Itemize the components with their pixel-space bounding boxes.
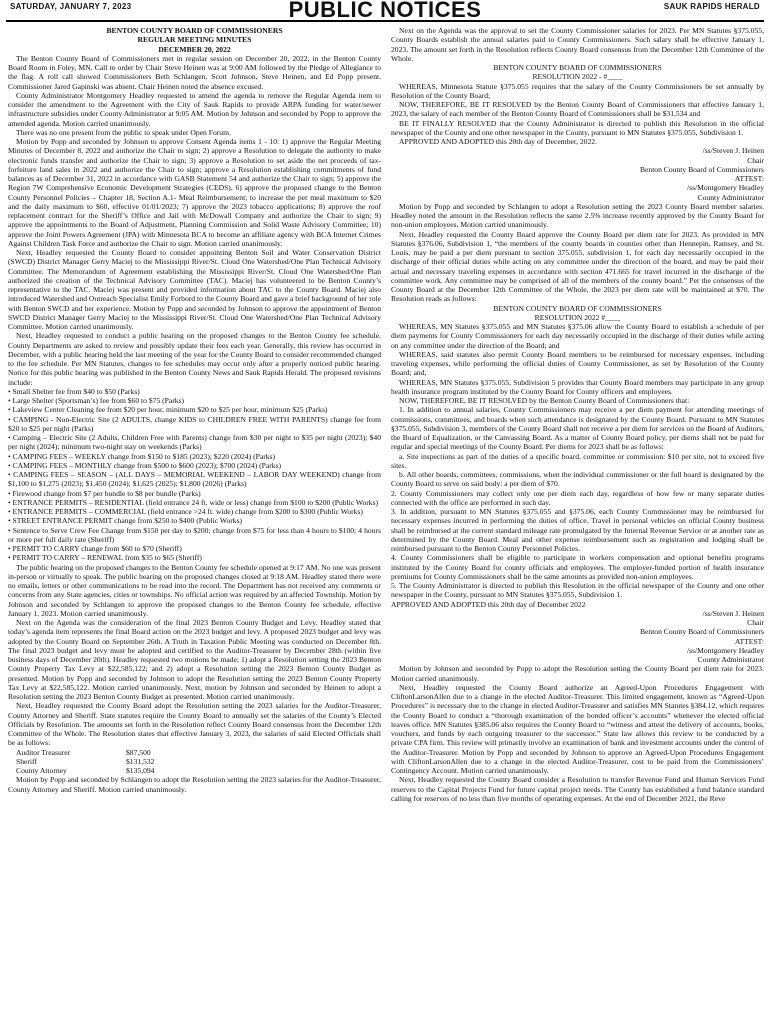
paragraph: APPROVED AND ADOPTED this 20th day of December 2022 — [391, 599, 586, 609]
signature-title: Chair — [747, 618, 764, 627]
paragraph: a. Site inspections as part of the duties of a specific board, committee or commission: $10 per site, not to exceed five sites. — [391, 451, 764, 470]
resolution-heading: BENTON COUNTY BOARD OF COMMISSIONERS — [493, 303, 662, 313]
attest-label: ATTEST: — [734, 636, 764, 646]
fee-item: • CAMPING FEES – WEEKLY change from $150 to $185 (2023); $220 (2024) (Parks) — [8, 451, 276, 461]
fee-item: • PERMIT TO CARRY change from $60 to $70 (Sheriff) — [8, 544, 182, 553]
paragraph: APPROVED AND ADOPTED this 20th day of December, 2022. — [399, 137, 597, 146]
fee-item: • Camping – Electric Site (2 Adults, Children Free with Parents) change from $30 per night to $35 per night (2023); $40 per night (2024); minimum two-night stay on weekends (Parks) — [8, 433, 381, 452]
signature-org: Benton County Board of Commissioners — [639, 164, 764, 174]
salary-title: Auditor Treasurer — [16, 747, 71, 757]
minutes-heading: BENTON COUNTY BOARD OF COMMISSIONERS — [106, 26, 283, 35]
signature-name: /ss/Montgomery Headley — [687, 645, 764, 655]
paragraph: Next on the Agenda was the approval to set the County Commissioner salaries for 2023. Per MN Statutes §375.055, County Boards establish the annual salaries paid to County Commissioners. Such salary shall be effective January 1, 2023. The amount set forth in the Resolution reflects County Board consensus from the December 12th Committee of the Whole. — [391, 26, 764, 63]
salary-title: County Attorney — [16, 766, 67, 775]
paragraph: Next, Headley requested to conduct a public hearing on the proposed changes to the Benton County fee schedule. County Departments are asked to review and possibly update their fees each year. Generally, this review has occurred in December, with a public hearing held the last meeting of the year for the County Board to consider recommended changed to the fee schedule. Per MN Statutes, changes to fee schedules may occur only after a properly noticed public hearing. Notice for this public hearing was published in the Benton County News and Sauk Rapids Herald. The proposed revisions include: — [8, 331, 381, 387]
salary-amount: $131,532 — [126, 756, 155, 766]
paragraph: 4. County Commissioners shall be eligible to participate in workers compensation and optional benefits programs instituted by the County Board for county officials and employees. The employer-funded portion of health insurance premiums for County Commissioners shall be the same amounts as provided non-union employees. — [391, 553, 764, 581]
salary-title: Sheriff — [16, 756, 37, 766]
salary-amount: $135,094 — [126, 766, 155, 775]
resolution-heading: BENTON COUNTY BOARD OF COMMISSIONERS — [493, 63, 662, 72]
left-column — [8, 26, 381, 1022]
signature-title: County Administrator — [697, 655, 764, 664]
paragraph: The Benton County Board of Commissioners met in regular session on December 20, 2022, in the Benton County Board Room in Foley, MN. Call to order by Chair Steve Heinen was at 9:00 AM followed by the Pledge of Allegiance to the flag. A roll call showed Commissioners Beth Schlangen, Scott Johnson, Steve Heinen, and Ed Popp present. Commissioner Jared Gapinski was absent. Chair Heinen noted the absence excused. — [8, 53, 381, 91]
fee-item: • Sentence to Serve Crew Fee Change from $150 per day to $200; change from $75 for less than 4 hours to $100; 4 hours or more per full daily rate (Sheriff) — [8, 525, 381, 544]
right-column — [391, 26, 764, 1022]
paragraph: BE IT FINALLY RESOLVED that the County Administrator is directed to publish this Resolution in the official newspaper of the County and one other newspaper in the County, pursuant to MN Statutes §375.055, Subdivision 1. — [391, 118, 764, 137]
signature-name: /ss/Steven J. Heinen — [702, 146, 764, 156]
paragraph: Motion by Popp and seconded by Schlangen to adopt the Resolution setting the 2023 salaries for the Auditor-Treasurer, County Attorney and Sheriff. Motion carried unanimously. — [8, 775, 381, 794]
paragraph: Motion by Johnson and seconded by Popp to adopt the Resolution setting the County Board per diem rate for 2023. Motion carried unanimously. — [391, 664, 764, 683]
resolution-number: RESOLUTION 2022 - #____ — [532, 72, 623, 82]
signature-name: /ss/Montgomery Headley — [687, 183, 764, 193]
newspaper-name: SAUK RAPIDS HERALD — [663, 2, 760, 11]
paragraph: Motion by Popp and seconded by Schlangen to adopt a Resolution setting the 2023 County Board member salaries. Headley noted the amount in the Resolution reflects the same 2.5% increase recently approved by the County Board for non-union employees. Motion carried unanimously. — [391, 201, 764, 230]
section-title: PUBLIC NOTICES — [288, 0, 482, 22]
paragraph: NOW, THEREFORE, BE IT RESOLVED by the Benton County Board of Commissioners that: — [399, 396, 690, 405]
fee-item: • STREET ENTRANCE PERMIT change from $250 to $400 (Public Works) — [8, 516, 243, 526]
paragraph: NOW, THEREFORE, BE IT RESOLVED by the Benton County Board of Commissioners that effective January 1, 2023, the salary of each member of the Benton County Board of Commissioners shall be $31,534 and — [391, 100, 764, 119]
attest-label: ATTEST: — [734, 174, 764, 183]
paragraph: Next, Headley requested the County Board approve the County Board per diem rate for 2023. As provided in MN Statutes §376.06, Subdivision 1, “the members of the county boards in counties other than Hennepin, Ramsey, and St. Louis, may be paid a per diem pursuant to section 375.055, subdivision 1, for each day necessarily occupied in the discharge of their official duties while acting on any committee under the direction of the board, and may be paid their actual and necessary traveling expenses in accordance with section 471.665 for travel incurred in the discharge of the committee work. Any committee may be comprised of all of the members of the county board.” Per the consensus of the County Board at the December 12th Committee of the Whole, the 2023 per diem rate will be maintained at $70. The Resolution reads as follows: — [391, 229, 764, 304]
paragraph: Next on the Agenda was the consideration of the final 2023 Benton County Budget and Levy. Headley stated that today’s agenda item represents the final Board action on the 2023 budget and levy. A proposed 2023 budget and levy was adopted by the County Board on September 26th. A Truth in Taxation Public Meeting was conducted on December 8th. The final 2023 budget and levy must be adopted and certified to the Auditor-Treasurer by December 28th (within five business days of December 20th). Headley requested two motions be made; 1) adopt a Resolution setting the 2023 Benton County Property Tax Levy at $22,585,122; and 2) adopt a Resolution setting the 2023 Benton County Budget as presented. Motion by Popp and seconded by Johnson to adopt the Resolution setting the 2023 Benton County Property Tax Levy at $22,585,122. Motion carried unanimously. Next, motion by Johnson and seconded by Heinen to adopt a Resolution setting the 2023 Benton County Budget as presented. Motion carried unanimously. — [8, 618, 381, 701]
salary-row — [8, 766, 381, 775]
fee-item: • Small Shelter fee from $40 to $50 (Parks) — [8, 386, 140, 396]
fee-item: • CAMPING FEES – MONTHLY change from $500 to $600 (2023); $700 (2024) (Parks) — [8, 460, 282, 470]
signature-org: Benton County Board of Commissioners — [639, 627, 764, 637]
issue-date: SATURDAY, JANUARY 7, 2023 — [10, 2, 132, 11]
paragraph: 5. The County Administrator is directed to publish this Resolution in the official newspaper of the County and one other newspaper in the County, pursuant to MN Statutes §375.055, Subdivision 1. — [391, 581, 764, 600]
salary-row — [8, 748, 381, 757]
fee-item: • Large Shelter (Sportsman’s) fee from $60 to $75 (Parks) — [8, 396, 185, 405]
paragraph: WHEREAS, Minnesota Statute §375.055 requires that the salary of the County Commissioners be set annually by Resolution of the County Board; — [391, 81, 764, 100]
paragraph: The public hearing on the proposed changes to the Benton County fee schedule opened at 9:17 AM. No one was present in-person or virtually to speak. The public hearing on the proposed changes closed at 9:18 AM. Headley stated there were no emails, letters or other communications to be read into the record. The Department has not received any comments or concerns from any State agencies, cities or townships. No official action was required by an affected Township. Motion by Johnson and seconded by Schlangen to approve the proposed changes to the Benton County fee schedule, effective January 1, 2023. Motion carried unanimously. — [8, 562, 381, 618]
signature-name: /ss/Steven J. Heinen — [702, 608, 764, 618]
salary-amount: $87,500 — [126, 747, 151, 757]
fee-item: • Firewood change from $7 per bundle to $8 per bundle (Parks) — [8, 488, 201, 498]
fee-item: • PERMIT TO CARRY – RENEWAL from $35 to $65 (Sheriff) — [8, 553, 202, 563]
paragraph: Next, Headley requested the County Board adopt the Resolution setting the 2023 salaries for the Auditor-Treasurer, County Attorney and Sheriff. State statutes require the County Board to annually set the salaries of the County’s Elected Officials by Resolution. The amounts set forth in the Resolution reflect County Board consensus from the December 12th Committee of the Whole. The Resolution states that effective January 3, 2023, the salaries of said Elected Officials shall be as follows: — [8, 701, 381, 748]
paragraph: b. All other boards, committees, commissions, when the individual commissioner or the full board is designated by the County Board to serve on said body: a per diem of $70. — [391, 470, 764, 489]
paragraph: Next, Headley requested the County Board consider a Resolution to transfer Revenue Fund and Human Services Fund reserves to the Capital Projects Fund for future capital project needs. The County has established a fund balance standard calling for reserves of no less than five months of operating expenses. At the end of December 2021, the Reve — [391, 775, 764, 803]
fee-item: • CAMPING - Non-Electric Site (2 ADULTS, change KIDS to CHILDREN FREE WITH PARENTS) change fee from $20 to $25 per night (Parks) — [8, 414, 381, 433]
fee-item: • Lakeview Center Cleaning fee from $20 per hour, minimum $20 to $25 per hour, minimum $25 (Parks) — [8, 405, 328, 415]
paragraph: 2. County Commissioners may collect only one per diem each day, regardless of how few or many separate duties connected with the office are performed in such day. — [391, 488, 764, 507]
fee-item: • CAMPING FEES – SEASON – (ALL DAYS – MEMORIAL WEEKEND – LABOR DAY WEEKEND) change from $1,100 to $1,275 (2023); $1,450 (2024); $1,625 (2025); $1,800 (2026) (Parks) — [8, 470, 381, 489]
paragraph: 3. In addition, pursuant to MN Statutes §375.055 and §375.06, each County Commissioner may be reimbursed for necessary expenses incurred in performing the duties of office. Travel in personal vehicles on official County business shall be reimbursed at the current standard mileage rate promulgated by the Internal Revenue Service or at another rate as determined by the County Board. Meal and other expense reimbursement such as registration and lodging shall be reimbursed pursuant to the Benton County Personnel Policies. — [391, 507, 764, 553]
signature-title: County Administrator — [697, 192, 764, 202]
paragraph: WHEREAS, said statutes also permit County Board members to be reimbursed for necessary expenses, including traveling expenses, while performing the official duties of County Commissioner, as set by Resolution of the County Board; and, — [391, 349, 764, 378]
minutes-date: DECEMBER 20, 2022 — [158, 44, 231, 54]
resolution-number: RESOLUTION 2022 #____ — [534, 312, 621, 322]
paragraph: WHEREAS, MN Statutes §375.055, Subdivision 5 provides that County Board members may participate in any group health insurance program instituted by the County Board for County officers and employees. — [391, 377, 764, 396]
signature-title: Chair — [747, 155, 764, 165]
fee-item: • ENTRANCE PERMITS – RESIDENTIAL (field entrance 24 ft. wide or less) change from $100 to $200 (Public Works) — [8, 497, 379, 507]
fee-item: • ENTRANCE PERMITS – COMMERCIAL (field entrance >24 ft. wide) change from $200 to $300 (Public Works) — [8, 507, 363, 516]
paragraph: County Administrator Montgomery Headley requested to amend the agenda to remove the Regular Agenda item to consider the amendment to the Agreement with the City of Sauk Rapids to provide ARPA funding for water/sewer infrastructure subsidies under County Administrator at 9:05 AM. Motion by Johnson and seconded by Popp to approve the amended agenda. Motion carried unanimously. — [8, 90, 381, 128]
salary-row — [8, 757, 381, 766]
paragraph: Motion by Popp and seconded by Johnson to approve Consent Agenda items 1 - 10: 1) approve the Regular Meeting Minutes of December 8, 2022 and authorize the Chair to sign; 2) approve a Resolution to delegate the authority to make electronic funds transfer and authorize the Chair to sign; 3) approve a Resolution to set aside the net proceeds of tax-forfeiture land sales in 2022 and authorize the Chair to sign; approve a Resolution establishing commitments of fund balances as of December 31, 2022 in accordance with GASB Statement 54 and authorize the Chair to sign; 5) approve the Region 7W Comprehensive Economic Development Strategies (CEDS), 6) approve the proposed change to the Benton County Personnel Policies – Chapter 18, Section A.1- Meal Reimbursement; to increase the per meal maximum to $20 and the daily maximum to $60, effective 01/01/2023; 7) approve the 2023 tobacco applications; 8) approve the roof replacement contract for the Sheriff’s Office and Jail with McDowall Company and authorize the Chair to sign; 9) approve the appointments to the Board of Adjustment, Planning Commission and Solid Waste Advisory Committee; 10) approve the Joint Powers Agreement (JPA) with Minnesota BCA to become an affiliate agency with BCA Internet Crimes Against Children Task Force and authorize the Chair to sign. Motion carried unanimously. — [8, 137, 381, 248]
paragraph: There was no one present from the public to speak under Open Forum. — [16, 127, 231, 137]
paragraph: WHEREAS, MN Statutes §375.055 and MN Statutes §375.06 allow the County Board to establish a schedule of per diem payments for County Commissioners for each day necessarily occupied in the discharge of their duties while acting on any committee under the direction of the Board; and — [391, 322, 764, 350]
article-columns — [8, 26, 764, 1022]
masthead — [6, 0, 764, 22]
paragraph: 1. In addition to annual salaries, County Commissioners may receive a per diem payment for attending meetings of commissions, committees, and boards when such attendance is designated by the County Board. Pursuant to MN Statutes §375.055, Subdivision 3, members of the County Board shall not receive a per diem for services on the Board of Auditors, the Board of Equalization, or the Canvassing Board. As a matter of County Board policy, per diems shall not be paid for regular and special meetings of the County Board. Per diems for 2023 shall be as follows: — [391, 405, 764, 452]
minutes-subheading: REGULAR MEETING MINUTES — [137, 35, 252, 45]
paragraph: Next, Headley requested the County Board to consider appointing Benton Soil and Water Conservation District (SWCD) District Manager Gerry Maciej to the Mississippi River/St. Cloud One Watershed/One Plan Technical Advisory Committee. The Memorandum of Agreement establishing the Mississippi River/St. Cloud One Watershed/One Plan authorized the creation of the Technical Advisory Committee (TAC). Maciej has volunteered to be Benton County’s representative to the TAC. Maciej was present and provided information about TAC to the County Board. Maciej also introduced Watershed and Outreach Specialist Emily Forbord to the County Board and gave a brief background of her role with Benton SWCD and her experience. Motion by Popp and seconded by Johnson to approve the appointment of Benton SWCD District Manager Gerry Maciej to the Mississippi River/St. Cloud One Watershed/One Plan Technical Advisory Committee. Motion carried unanimously. — [8, 248, 381, 331]
paragraph: Next, Headley requested the County Board authorize an Agreed-Upon Procedures Engagement with CliftonLarsonAllen due to a change in the elected Auditor-Treasurer. This limited engagement, known as “Agreed-Upon Procedures” is necessary due to the change in elected Auditor-Treasurer and satisfies MN Statutes §384.12, which requires the County Board to conduct a “thorough examination of the bonded officer’s accounts” whenever the elected official leaves office. MN Statutes §385.06 also requires the County Board to “witness and attest the delivery of accounts, books, vouchers, and funds by each outgoing treasurer to the successor.” State law allows this review to be conducted by a private CPA firm. This review will primarily involve an examination of bank and investment accounts under the control of the Auditor-Treasurer. Motion by Popp and seconded by Johnson to approve an Agreed-Upon Procedures Engagement with CliftonLarsonAllen due to a change in the elected Auditor-Treasurer, cost to be paid from the Commissioners’ Contingency Account. Motion carried unanimously. — [391, 682, 764, 775]
